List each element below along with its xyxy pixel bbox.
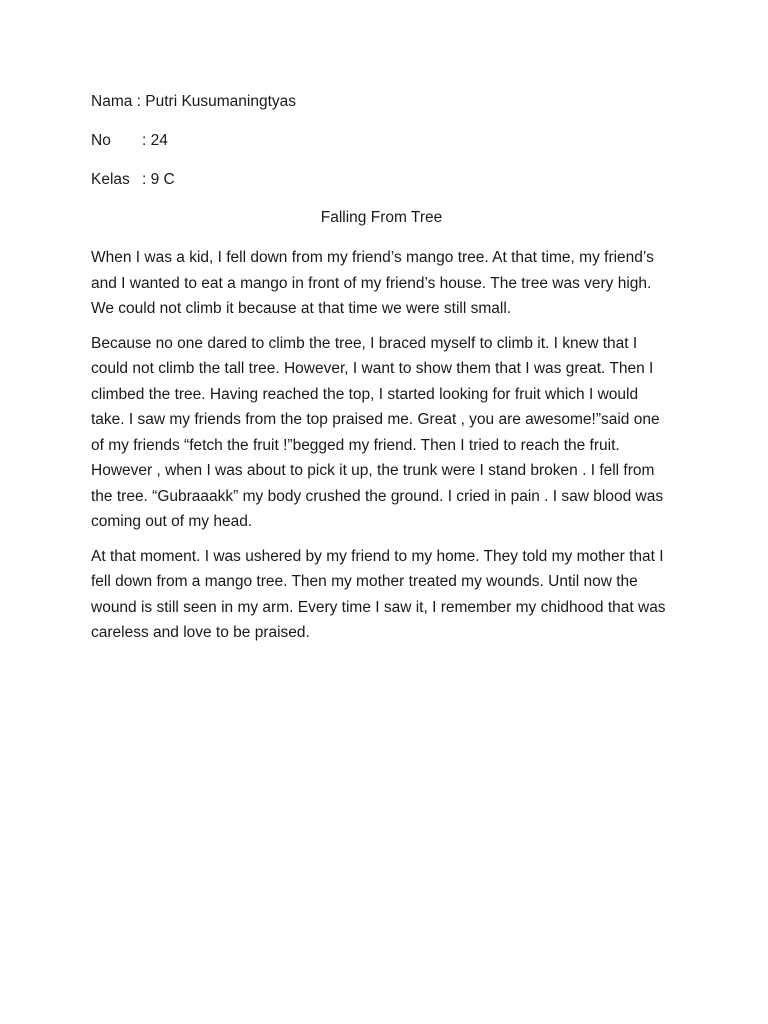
paragraph-1: When I was a kid, I fell down from my friend’s mango tree. At that time, my friend’s and I wanted to eat a mango in front of my friend’s house. The tree was very high. We could not climb it because at that time we were still small.: [91, 249, 654, 317]
name-value: Putri Kusumaningtyas: [145, 93, 297, 110]
class-line: [91, 170, 672, 190]
name-label: Nama :: [91, 93, 146, 110]
paragraph-3: At that moment. I was ushered by my friend to my home. They told my mother that I fell down from a mango tree. Then my mother treated my wounds. Until now the wound is still seen in my arm. Every time I saw it, I remember my chidhood that was careless and love to be praised.: [91, 547, 666, 641]
story-title: Falling From Tree: [320, 209, 443, 226]
class-value: : 9 C: [142, 171, 175, 188]
name-line: [91, 92, 672, 112]
paragraph-2: Because no one dared to climb the tree, I braced myself to climb it. I knew that I could not climb the tall tree. However, I want to show them that I was great. Then I climbed the tree. Having reached the top, I started looking for fruit which I would take. I saw my friends from the top praised me. Great , you are awesome!”said one of my friends “fetch the fruit !”begged my friend. Then I tried to reach the fruit. However , when I was about to pick it up, the trunk were I stand broken . I fell from the tree. “Gubraaakk” my body crushed the ground. I cried in pain . I saw blood was coming out of my head.: [91, 334, 664, 530]
number-line: [91, 131, 672, 151]
number-label: No: [91, 132, 111, 149]
class-label: Kelas: [91, 171, 130, 188]
number-value: : 24: [142, 132, 168, 149]
